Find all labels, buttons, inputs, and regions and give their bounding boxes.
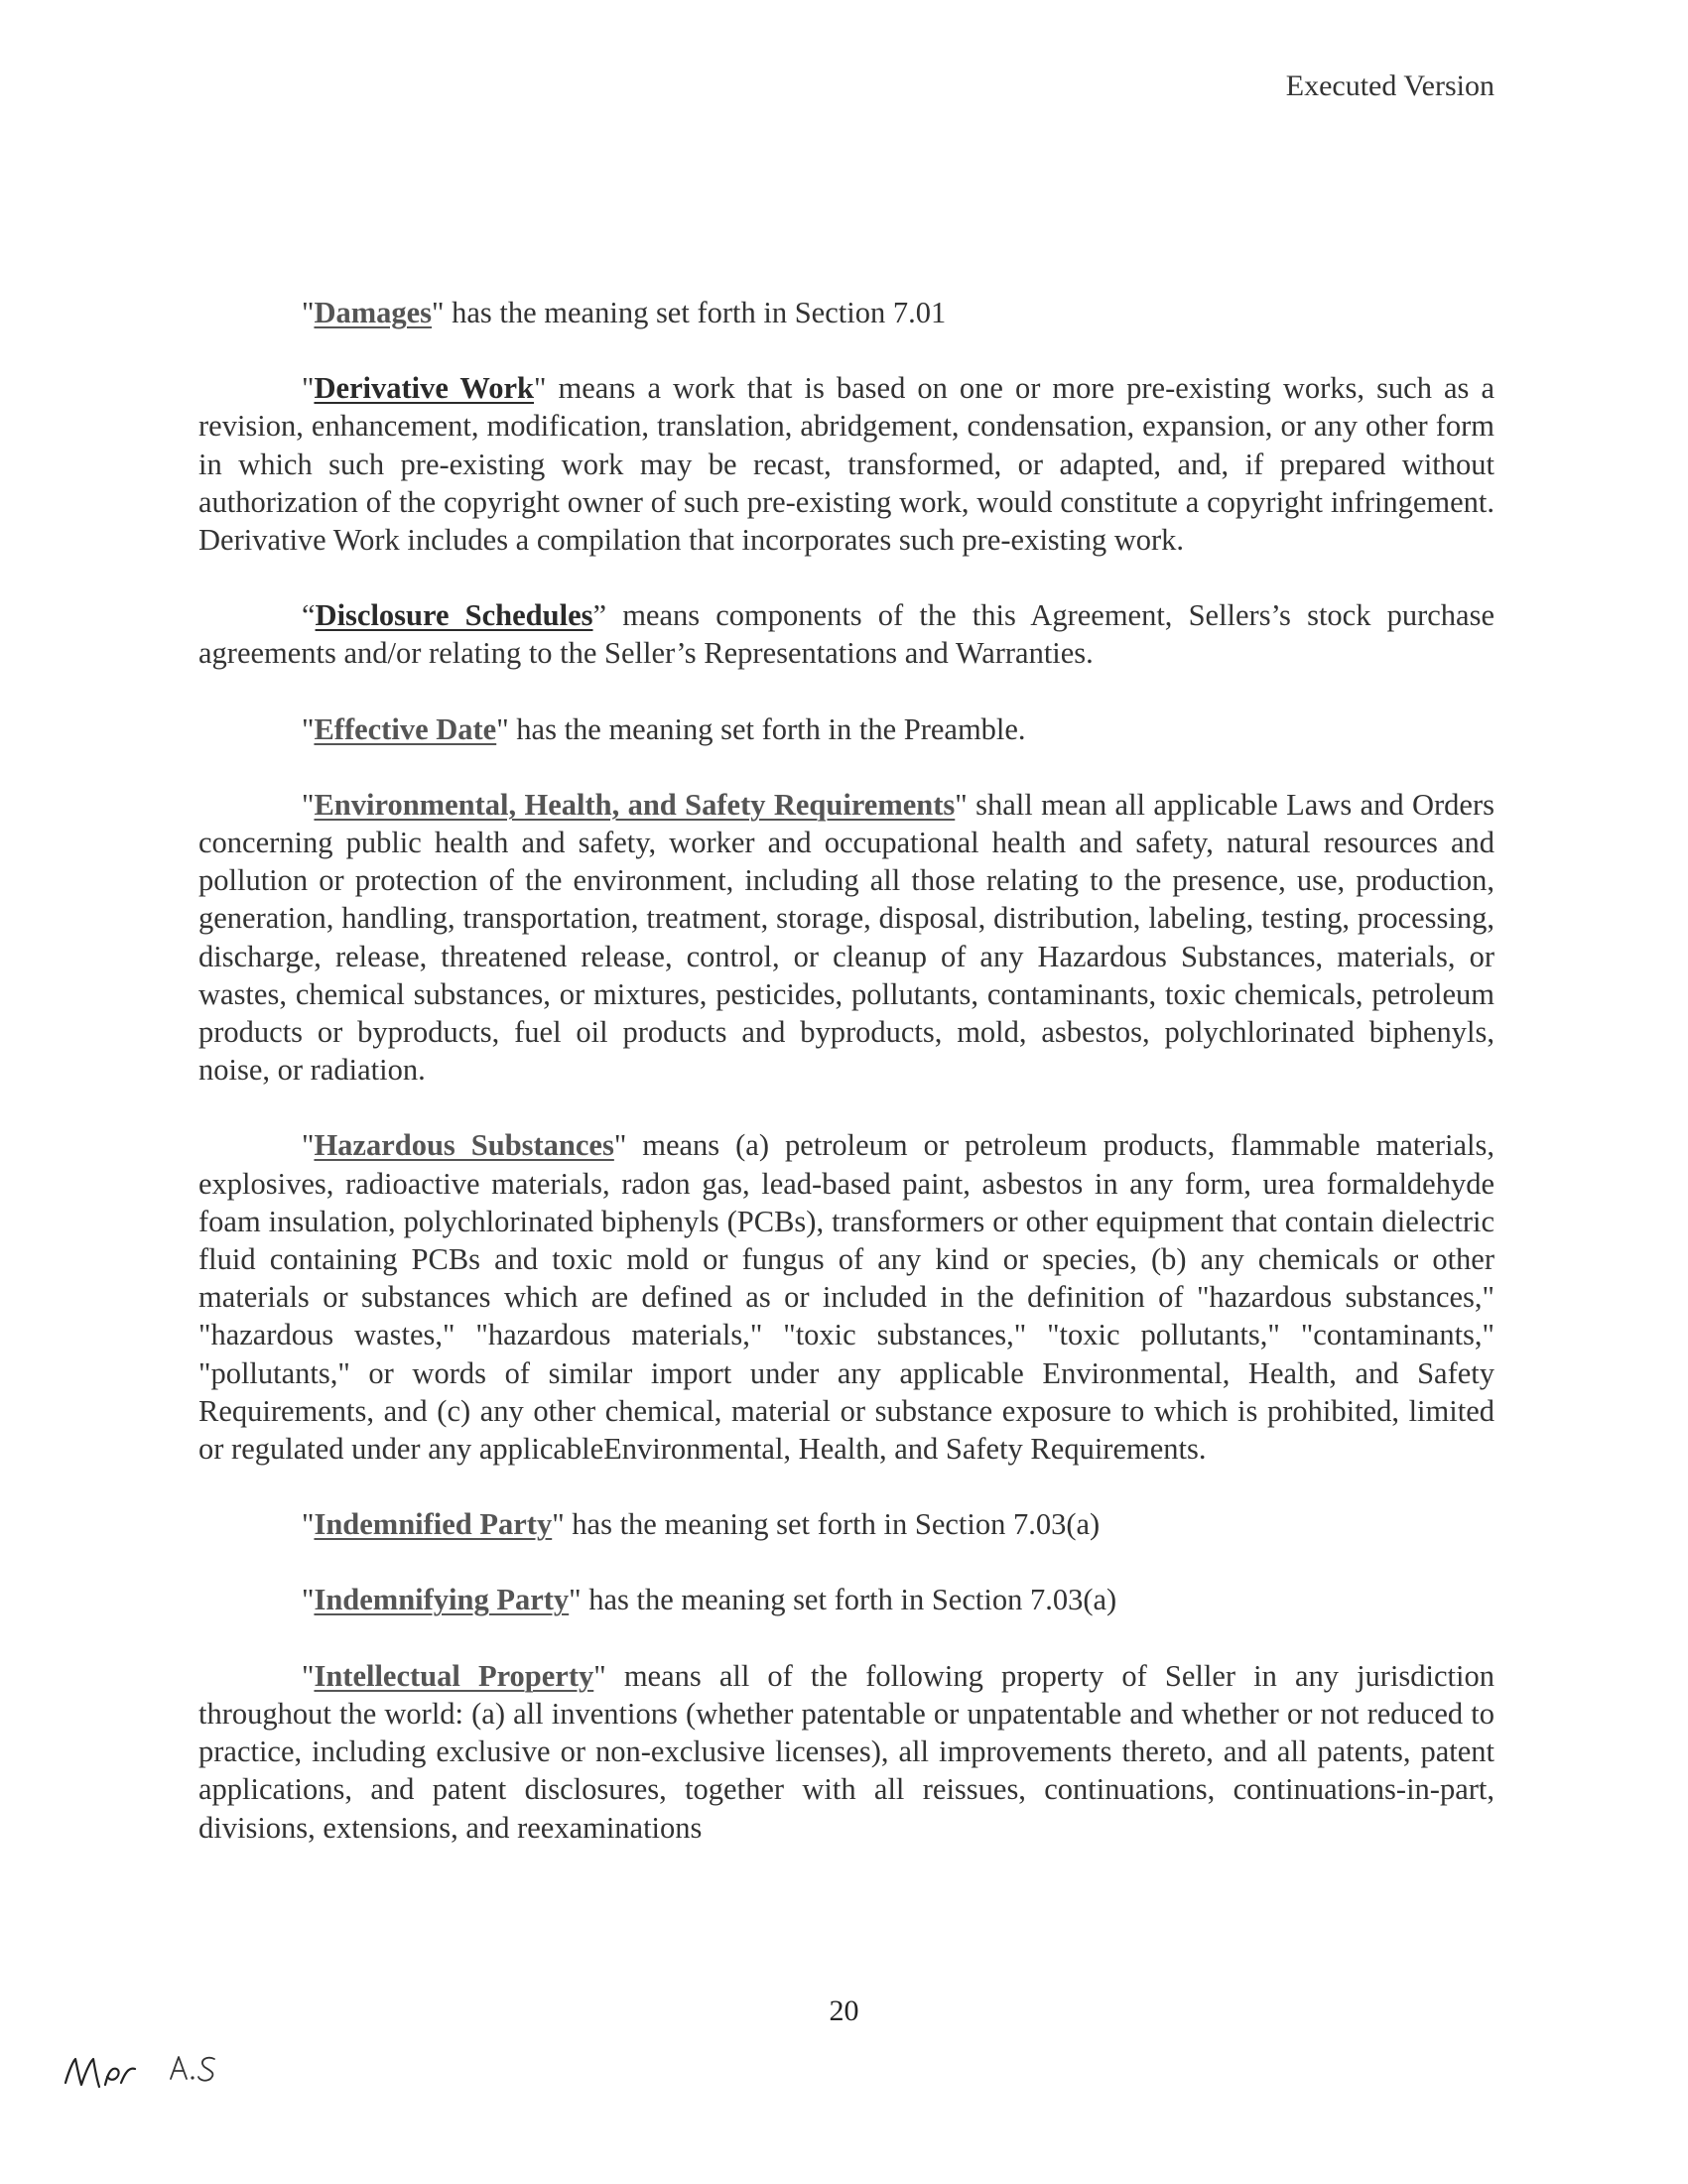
definition-ehs-requirements	[198, 786, 1494, 1090]
defined-term: Intellectual Property	[314, 1658, 594, 1693]
handwritten-initials-signature	[60, 2039, 298, 2099]
definition-text: means (a) petroleum or petroleum products, flammable materials, explosives, radioactive materials, radon gas, lead-based paint, asbestos in any form, urea formaldehyde foam insulation, polychlorinated biphenyls (PCBs), transformers or other equipment that contain dielectric fluid containing PCBs and toxic mold or fungus of any kind or species, (b) any chemicals or other materials or substances which are defined as or included in the definition of "hazardous substances," "hazardous wastes," "hazardous materials," "toxic substances," "toxic pollutants," "contaminants," "pollutants," or words of similar import under any applicable Environmental, Health, and Safety Requirements, and (c) any other chemical, material or substance exposure to which is prohibited, limited or regulated under any applicableEnvironmental, Health, and Safety Requirements.	[198, 1128, 1494, 1467]
definition-intellectual-property	[198, 1657, 1494, 1847]
definition-text: shall mean all applicable Laws and Orders concerning public health and safety, worker and occupational health and safety, natural resources and pollution or protection of the environment, including all those relating to the presence, use, production, generation, handling, transportation, treatment, storage, disposal, distribution, labeling, testing, processing, discharge, release, threatened release, control, or cleanup of any Hazardous Substances, materials, or wastes, chemical substances, or mixtures, pesticides, pollutants, contaminants, toxic chemicals, petroleum products or byproducts, fuel oil products and byproducts, mold, asbestos, polychlorinated biphenyls, noise, or radiation.	[198, 787, 1494, 1088]
definition-text: means a work that is based on one or more pre-existing works, such as a revision, enhancement, modification, translation, abridgement, condensation, expansion, or any other form in which such pre-existing work may be recast, transformed, or adapted, and, if prepared without authorization of the copyright owner of such pre-existing work, would constitute a copyright infringement. Derivative Work includes a compilation that incorporates such pre-existing work.	[198, 371, 1494, 558]
close-quote: "	[496, 711, 509, 746]
open-quote: "	[302, 296, 315, 329]
close-quote: "	[534, 371, 547, 406]
defined-term: Indemnifying Party	[314, 1583, 570, 1617]
open-quote: "	[302, 1507, 315, 1542]
close-quote: ”	[592, 598, 607, 633]
page-number: 20	[829, 1994, 859, 2027]
defined-term: Indemnified Party	[314, 1507, 553, 1542]
definition-text: has the meaning set forth in Section 7.01	[444, 296, 947, 329]
close-quote: "	[552, 1507, 565, 1542]
close-quote: "	[613, 1128, 627, 1163]
definitions-section	[198, 294, 1494, 1884]
defined-term: Environmental, Health, and Safety Requirements	[314, 787, 956, 822]
definition-indemnified-party	[198, 1505, 1494, 1543]
definition-text: has the meaning set forth in the Preamble.	[508, 711, 1026, 746]
open-quote: "	[302, 711, 315, 746]
definition-text: has the meaning set forth in Section 7.03(a)	[581, 1583, 1117, 1617]
definition-derivative-work	[198, 369, 1494, 559]
close-quote: "	[593, 1658, 606, 1693]
defined-term: Damages	[314, 296, 433, 329]
defined-term: Effective Date	[314, 711, 497, 746]
defined-term: Derivative Work	[314, 371, 534, 406]
definition-text: has the meaning set forth in Section 7.03(a)	[564, 1507, 1101, 1542]
definition-disclosure-schedules	[198, 596, 1494, 672]
close-quote: "	[569, 1583, 582, 1617]
definition-damages	[198, 294, 1494, 331]
header-version-label: Executed Version	[1285, 69, 1494, 102]
open-quote: "	[302, 371, 315, 406]
definition-text: means all of the following property of Seller in any jurisdiction throughout the world: (a) all inventions (whether patentable or unpatentable and whether or not reduced to practice, including exclusive or non-exclusive licenses), all improvements thereto, and all patents, patent applications, and patent disclosures, together with all reissues, continuations, continuations-in-part, divisions, extensions, and reexaminations	[198, 1658, 1495, 1845]
definition-hazardous-substances	[198, 1126, 1494, 1468]
close-quote: "	[432, 296, 445, 329]
defined-term: Hazardous Substances	[314, 1128, 614, 1163]
open-quote: “	[302, 598, 316, 633]
definition-text: means components of the this Agreement, Sellers’s stock purchase agreements and/or relating to the Seller’s Representations and Warranties.	[198, 598, 1494, 671]
open-quote: "	[302, 787, 315, 822]
open-quote: "	[302, 1583, 315, 1617]
open-quote: "	[302, 1658, 315, 1693]
definition-effective-date	[198, 710, 1494, 748]
open-quote: "	[302, 1128, 315, 1163]
definition-indemnifying-party	[198, 1581, 1494, 1618]
defined-term: Disclosure Schedules	[315, 598, 593, 633]
close-quote: "	[955, 787, 968, 822]
